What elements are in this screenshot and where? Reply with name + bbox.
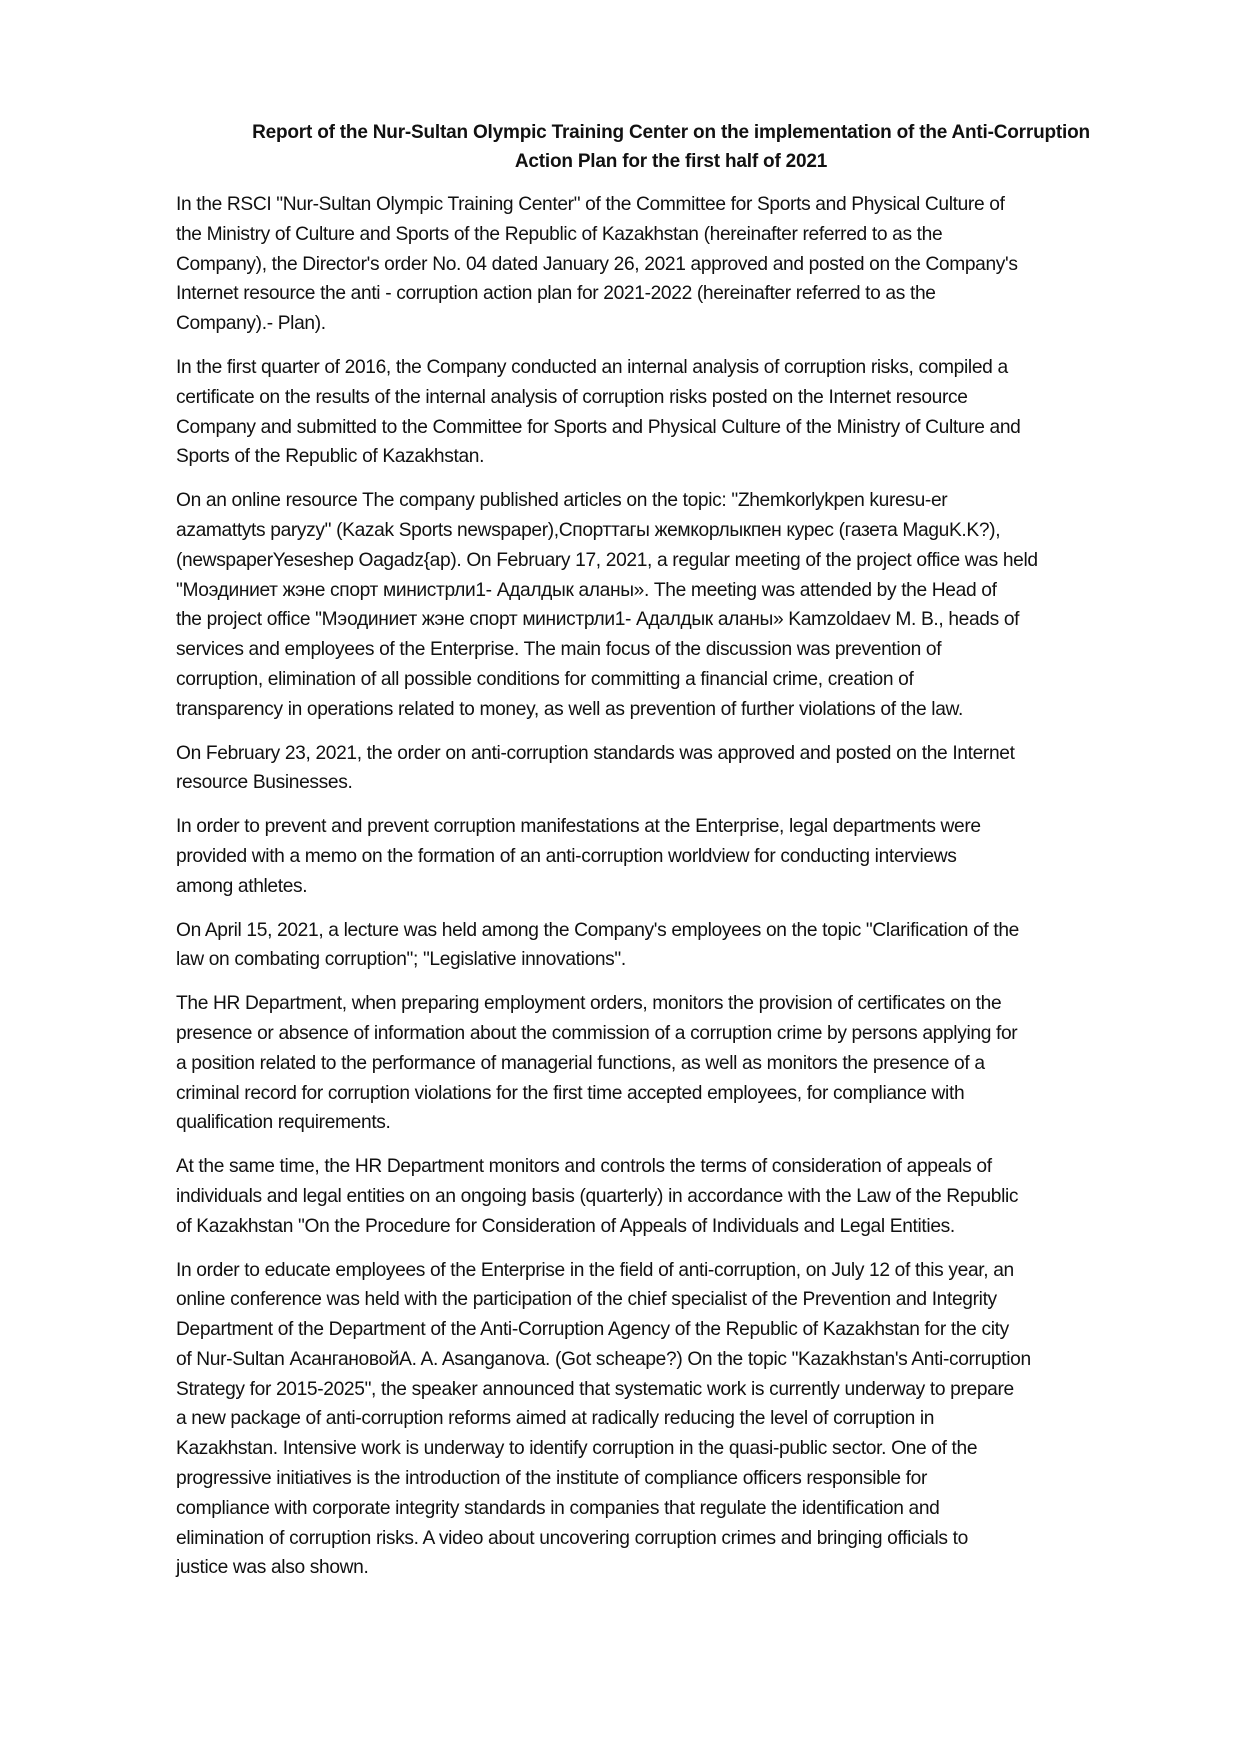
text-line: individuals and legal entities on an ongoing basis (quarterly) in accordance with the Law of the Republic	[176, 1185, 1019, 1207]
paragraph-action-plan-approval	[176, 190, 1166, 339]
document-title	[176, 118, 1166, 176]
text-line: In order to prevent and prevent corruption manifestations at the Enterprise, legal departments were	[176, 816, 981, 838]
text-line: "Моэдиниет жэне спорт министрли1- Адалдык аланы». The meeting was attended by the Head of	[176, 579, 997, 601]
text-line: online conference was held with the participation of the chief specialist of the Prevention and Integrity	[176, 1289, 997, 1311]
paragraph-publications-meeting	[176, 486, 1166, 724]
title-line: Action Plan for the first half of 2021	[514, 151, 828, 172]
text-line: provided with a memo on the formation of an anti-corruption worldview for conducting interviews	[176, 845, 957, 867]
text-line: criminal record for corruption violations for the first time accepted employees, for compliance with	[176, 1082, 965, 1104]
text-line: justice was also shown.	[176, 1557, 369, 1579]
text-line: In order to educate employees of the Enterprise in the field of anti-corruption, on July 12 of this year, an	[176, 1259, 1014, 1281]
text-line: a position related to the performance of managerial functions, as well as monitors the presence of a	[176, 1052, 985, 1074]
paragraph-standards-order	[176, 739, 1166, 799]
text-line: Company and submitted to the Committee for Sports and Physical Culture of the Ministry of Culture and	[176, 416, 1021, 438]
text-line: among athletes.	[176, 875, 308, 897]
text-line: On February 23, 2021, the order on anti-corruption standards was approved and posted on the Internet	[176, 742, 1015, 764]
text-line: On an online resource The company published articles on the topic: "Zhemkorlykpen kuresu-er	[176, 490, 948, 512]
text-line: of Nur-Sultan АсангановойA. A. Asanganova. (Got scheape?) On the topic "Kazakhstan's Anti-corruption	[176, 1348, 1031, 1370]
text-line: the project office "Мэодиниет жэне спорт министрли1- Адалдык аланы» Kamzoldaev M. B., heads of	[176, 609, 1020, 631]
text-line: resource Businesses.	[176, 772, 353, 794]
document-page	[176, 118, 1166, 1597]
text-line: In the first quarter of 2016, the Company conducted an internal analysis of corruption risks, compiled a	[176, 356, 1008, 378]
text-line: law on combating corruption"; "Legislative innovations".	[176, 949, 626, 971]
text-line: Strategy for 2015-2025", the speaker announced that systematic work is currently underway to prepare	[176, 1378, 1014, 1400]
text-line: qualification requirements.	[176, 1112, 391, 1134]
text-line: Department of the Department of the Anti-Corruption Agency of the Republic of Kazakhstan for the city	[176, 1319, 1009, 1341]
paragraph-online-conference	[176, 1256, 1166, 1584]
text-line: a new package of anti-corruption reforms aimed at radically reducing the level of corruption in	[176, 1408, 935, 1430]
text-line: certificate on the results of the internal analysis of corruption risks posted on the Internet resource	[176, 386, 968, 408]
text-line: Sports of the Republic of Kazakhstan.	[176, 446, 485, 468]
text-line: transparency in operations related to money, as well as prevention of further violations of the law.	[176, 698, 963, 720]
text-line: Internet resource the anti - corruption action plan for 2021-2022 (hereinafter referred to as the	[176, 283, 936, 305]
text-line: The HR Department, when preparing employment orders, monitors the provision of certificates on the	[176, 993, 1002, 1015]
text-line: presence or absence of information about the commission of a corruption crime by persons applying for	[176, 1022, 1018, 1044]
text-line: Company).- Plan).	[176, 313, 326, 335]
text-line: At the same time, the HR Department monitors and controls the terms of consideration of appeals of	[176, 1156, 992, 1178]
paragraph-hr-appeals	[176, 1152, 1166, 1241]
text-line: progressive initiatives is the introduction of the institute of compliance officers responsible for	[176, 1468, 928, 1490]
paragraph-risk-analysis	[176, 353, 1166, 472]
text-line: services and employees of the Enterprise. The main focus of the discussion was prevention of	[176, 639, 942, 661]
text-line: Kazakhstan. Intensive work is underway to identify corruption in the quasi-public sector. One of the	[176, 1438, 978, 1460]
text-line: compliance with corporate integrity standards in companies that regulate the identification and	[176, 1497, 940, 1519]
text-line: On April 15, 2021, a lecture was held among the Company's employees on the topic "Clarification of the	[176, 919, 1019, 941]
text-line: (newspaperYeseshep Oagadz{ap). On February 17, 2021, a regular meeting of the project office was held	[176, 549, 1038, 571]
title-line: Report of the Nur-Sultan Olympic Training Center on the implementation of the Anti-Corruption	[252, 122, 1090, 143]
text-line: of Kazakhstan "On the Procedure for Consideration of Appeals of Individuals and Legal Entities.	[176, 1215, 955, 1237]
paragraph-hr-employment	[176, 989, 1166, 1138]
text-line: azamattyts paryzy" (Kazak Sports newspaper),Спорттагы жемкорлыкпен курес (газета MaguK.K?),	[176, 519, 1001, 541]
text-line: In the RSCI "Nur-Sultan Olympic Training Center" of the Committee for Sports and Physical Culture of	[176, 194, 1005, 215]
text-line: Company), the Director's order No. 04 dated January 26, 2021 approved and posted on the Company's	[176, 253, 1018, 275]
paragraph-lecture	[176, 916, 1166, 976]
paragraph-memo	[176, 812, 1166, 901]
text-line: the Ministry of Culture and Sports of the Republic of Kazakhstan (hereinafter referred to as the	[176, 223, 943, 245]
text-line: corruption, elimination of all possible conditions for committing a financial crime, creation of	[176, 668, 914, 690]
text-line: elimination of corruption risks. A video about uncovering corruption crimes and bringing officials to	[176, 1527, 968, 1549]
